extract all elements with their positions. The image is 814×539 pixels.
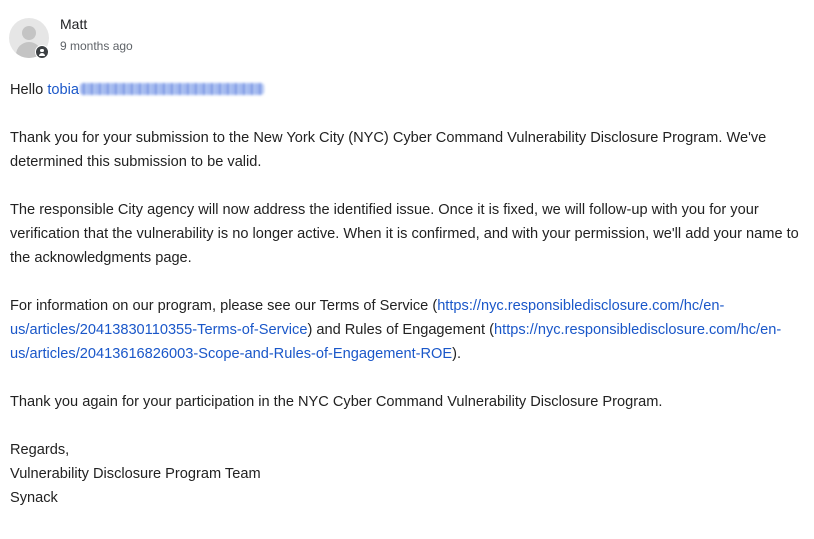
greeting-line — [10, 78, 800, 102]
rules-of-engagement-link[interactable]: https://nyc.responsibledisclosure.com/hc/en-us/articles/20413616826003-Scope-and-Rules-of-Engagement-ROE — [10, 322, 782, 362]
timestamp: 9 months ago — [60, 39, 133, 53]
sender-name[interactable]: Matt — [60, 16, 88, 32]
greeting-text: Hello — [10, 82, 44, 98]
signature-team: Vulnerability Disclosure Program Team — [10, 466, 261, 482]
email-header — [9, 16, 409, 62]
paragraph-next-steps: The responsible City agency will now address the identified issue. Once it is fixed, we will follow-up with you for your verification that the vulnerability is no longer active. When it is confirmed, and with your permission, we'll add your name to the acknowledgments page. — [10, 202, 799, 266]
signature — [10, 438, 800, 510]
recipient-email-link[interactable]: tobia — [47, 82, 264, 98]
signature-regards: Regards, — [10, 442, 70, 458]
account-badge-icon — [35, 45, 49, 59]
redacted-email — [80, 83, 264, 95]
email-body — [10, 78, 800, 510]
signature-company: Synack — [10, 490, 58, 506]
paragraph-thank-you: Thank you again for your participation in the NYC Cyber Command Vulnerability Disclosure Program. — [10, 394, 663, 410]
paragraph-submission-valid: Thank you for your submission to the New York City (NYC) Cyber Command Vulnerability Disclosure Program. We've determined this submission to be valid. — [10, 130, 767, 170]
person-icon — [22, 26, 36, 40]
terms-of-service-link[interactable]: https://nyc.responsibledisclosure.com/hc/en-us/articles/20413830110355-Terms-of-Service — [10, 298, 725, 338]
paragraph-program-info: For information on our program, please see our Terms of Service (https://nyc.responsibledisclosure.com/hc/en-us/articles/20413830110355-Terms-of-Service) and Rules of Engagement (https://nyc.responsibledisclosure.com/hc/en-us/articles/20413616826003-Scope-and-Rules-of-Engagement-ROE). — [10, 298, 782, 362]
